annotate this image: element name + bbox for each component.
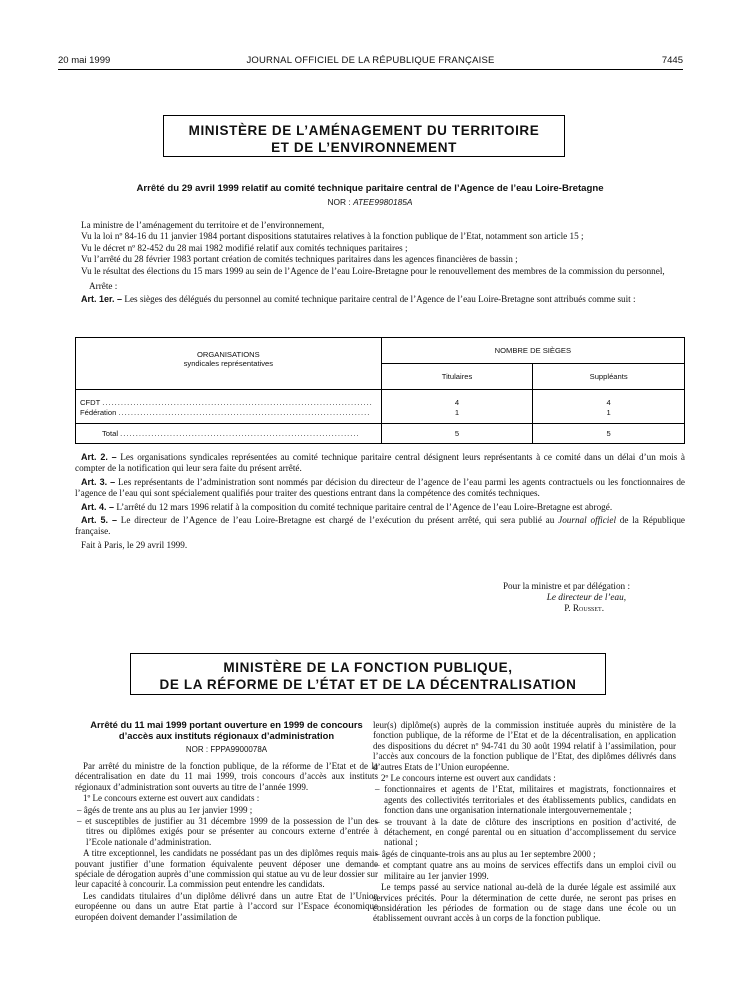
article-1 (75, 294, 685, 305)
header-rule (58, 69, 683, 70)
list-item: – âgés de cinquante-trois ans au plus au 1er septembre 2000 ; (375, 848, 596, 859)
preamble (75, 220, 685, 306)
signature-block (60, 581, 630, 614)
org-header-line-1: ORGANISATIONS (196, 349, 260, 359)
preamble-line: Vu l’arrêté du 28 février 1983 portant création de comités techniques paritaires dans les agences financières de bassin ; (81, 254, 518, 265)
article-label: Art. 1er. – (81, 294, 123, 305)
paragraph: Le temps passé au service national au-delà de la durée légale est assimilé aux services précités. Pour la détermination de cette durée, ne seront pas prises en considération les périodes de formation ou de stage dans une école ou un établissement ouvrant accès à un corps de la fonction publique. (373, 882, 676, 924)
article-text: Le directeur de l’Agence de l’eau Loire-Bretagne est chargé de l’exécution du présent arrêté, qui sera publié au (116, 515, 559, 526)
article-2 (75, 452, 685, 475)
article-3 (75, 477, 685, 500)
arrete-word: Arrête : (89, 281, 118, 292)
list-item: – et comptant quatre ans au moins de services effectifs dans un emploi civil ou militaire au 1er janvier 1999. (375, 860, 676, 881)
org-name: CFDT (80, 398, 101, 407)
article-4 (75, 502, 685, 513)
sup-value: 4 (606, 398, 611, 407)
suppleants-cell (533, 390, 685, 424)
list-item: – fonctionnaires et agents de l’Etat, militaires et magistrats, fonctionnaires et agents des collectivités territoriales et des établissements publics, candidats en fonction dans une organisation internationale intergouvernementale ; (375, 784, 676, 816)
ministry-line-1: MINISTÈRE DE L’AMÉNAGEMENT DU TERRITOIRE (188, 123, 540, 138)
article-label: Art. 2. – (81, 452, 117, 462)
article-text: Les sièges des délégués du personnel au comité technique paritaire central de l’Agence de l’eau Loire-Bretagne sont attribués comme suit : (122, 294, 636, 305)
total-label: Total (102, 429, 119, 438)
nor-label: NOR : (327, 197, 354, 207)
header-organisations (76, 338, 382, 390)
paragraph: Par arrêté du ministre de la fonction publique, de la réforme de l’Etat et de la décentralisation en date du 11 mai 1999, trois concours d’accès aux instituts régionaux d’administration sont ouverts au titre de l’année 1999. (75, 761, 378, 792)
article-text: Les organisations syndicales représentées au comité technique paritaire central désignent leurs représentants à ce comité dans un délai d’un mois à compter de la notification qui leur sera faite du présent arrêté. (75, 452, 685, 474)
paragraph: 1º Le concours externe est ouvert aux candidats : (83, 793, 260, 804)
header-date: 20 mai 1999 (58, 55, 111, 66)
arrete2-title: Arrêté du 11 mai 1999 portant ouverture en 1999 de concours d’accès aux instituts régionaux d’administration (90, 719, 363, 741)
total-suppleants: 5 (533, 424, 685, 444)
tit-value: 1 (454, 407, 460, 417)
paragraph: 2º Le concours interne est ouvert aux candidats : (381, 773, 556, 784)
signature-line-1: Pour la ministre et par délégation : (502, 581, 630, 591)
org-header-line-2: syndicales représentatives (183, 358, 274, 368)
header-titulaires: Titulaires (381, 364, 533, 390)
paragraph: A titre exceptionnel, les candidats ne possédant pas un des diplômes requis mais pouvant justifier d’une formation équivalente peuvent déposer une demande spéciale de dérogation auprès d’une commission qui statue au vu de leur dossier sur leur capacité à concourir. La commission peut entendre les candidats. (75, 848, 378, 890)
nor-code: ATEE9980185A (353, 197, 413, 207)
journal-officiel-italic: Journal officiel (558, 515, 616, 526)
left-column (75, 720, 378, 923)
ministry-line-1: MINISTÈRE DE LA FONCTION PUBLIQUE, (223, 660, 513, 675)
article-label: Art. 5. – (81, 515, 117, 526)
table-row: CFDT ....................................................................................... (80, 398, 373, 407)
right-column (373, 720, 676, 925)
signature-line-2: Le directeur de l’eau, (546, 592, 626, 602)
page-header (58, 55, 683, 69)
paragraph: leur(s) diplôme(s) auprès de la commission instituée auprès du ministère de la fonction publique, de la réforme de l’Etat et de la décentralisation, en application des dispositions du décret nº 94-741 du 30 août 1994 relatif à l’assimilation, pour l’accès aux concours de la fonction publique de l’Etat, des diplômes délivrés dans d’autres Etats de l’Union européenne. (373, 720, 676, 772)
ministry-box-environment (163, 115, 565, 157)
org-names-cell (76, 390, 382, 424)
preamble-line: Vu le résultat des élections du 15 mars 1999 au sein de l’Agence de l’eau Loire-Bretagne pour le renouvellement des membres de la commission du personnel, (81, 265, 665, 276)
arrete-title: Arrêté du 29 avril 1999 relatif au comité technique paritaire central de l’Agence de l’eau Loire-Bretagne (136, 183, 604, 194)
arrete2-nor: NOR : FPPA9900078A (185, 744, 268, 754)
ministry-line-2: ET DE L’ENVIRONNEMENT (271, 140, 457, 155)
sup-value: 1 (606, 407, 611, 417)
article-label: Art. 3. – (81, 476, 116, 487)
list-item: – se trouvant à la date de clôture des inscriptions en position d’activité, de détachement, en congé parental ou en situation d’accomplissement du service national ; (375, 816, 676, 848)
org-name: Fédération (80, 407, 117, 417)
header-page-number: 7445 (661, 55, 683, 66)
preamble-line: Vu le décret nº 82-452 du 28 mai 1982 modifié relatif aux comités techniques paritaires ; (81, 242, 408, 253)
preamble-line: La ministre de l’aménagement du territoire et de l’environnement, (81, 220, 325, 230)
article-5 (75, 515, 685, 538)
nor-reference (60, 197, 680, 207)
total-titulaires: 5 (381, 424, 533, 444)
article-text: Les représentants de l’administration sont nommés par décision du directeur de l’agence de l’eau parmi les agents contractuels ou les fonctionnaires de l’agence de l’eau qui sont spécialement qualifiés pour traiter des questions entrant dans la compétence des comités techniques. (75, 476, 685, 499)
seats-table (75, 337, 685, 444)
header-suppleants: Suppléants (533, 364, 685, 390)
article-text: L’arrêté du 12 mars 1996 relatif à la composition du comité technique paritaire central de l’Agence de l’eau Loire-Bretagne est abrogé. (114, 501, 613, 512)
signature-name: P. Rousset. (564, 603, 604, 613)
titulaires-cell (381, 390, 533, 424)
list-item: – âgés de trente ans au plus au 1er janvier 1999 ; (77, 804, 253, 815)
paragraph: Les candidats titulaires d’un diplôme délivré dans un autre Etat de l’Union européenne ou dans un autre Etat partie à l’accord sur l’Espace économique européen doivent demander l’assimilation de (75, 890, 378, 922)
ministry-box-fonction-publique (130, 653, 606, 695)
table-row: Fédération ................................................................................. (80, 407, 371, 417)
preamble-line: Vu la loi nº 84-16 du 11 janvier 1984 portant dispositions statutaires relatives à la fonction publique de l’Etat, notamment son article 15 ; (81, 231, 584, 242)
article-text-end: de la République française. (75, 515, 685, 537)
list-item: – et susceptibles de justifier au 31 décembre 1999 de la possession de l’un des titres ou diplômes exigés pour se présenter au concours externe d’entrée à l’Ecole nationale d’administration. (77, 816, 378, 847)
tit-value: 4 (454, 398, 460, 407)
fait-a-paris: Fait à Paris, le 29 avril 1999. (81, 539, 188, 550)
ministry-line-2: DE LA RÉFORME DE L’ÉTAT ET DE LA DÉCENTRALISATION (159, 677, 577, 692)
total-label-cell: Total ............................................................................. (76, 424, 382, 444)
header-journal-title: JOURNAL OFFICIEL DE LA RÉPUBLIQUE FRANÇAISE (246, 55, 495, 66)
header-nombre-sieges: NOMBRE DE SIÈGES (381, 338, 684, 364)
article-label: Art. 4. – (81, 501, 115, 512)
articles (75, 452, 685, 553)
